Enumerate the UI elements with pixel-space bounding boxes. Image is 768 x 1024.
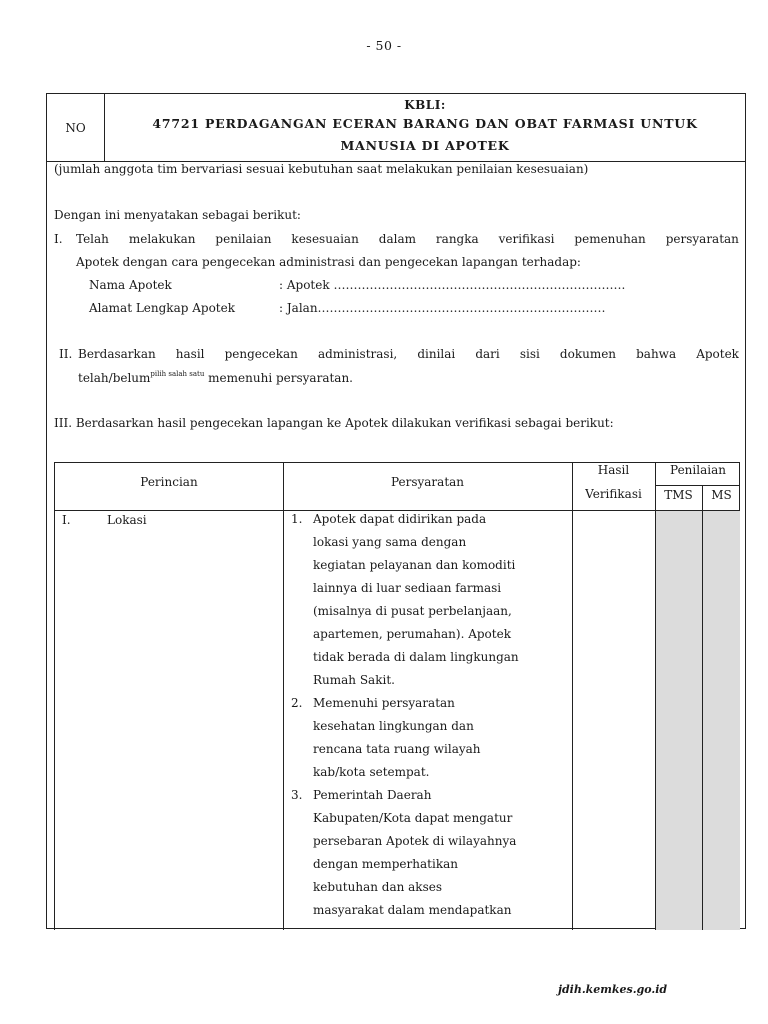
hasil-header: Hasil (597, 463, 630, 477)
perincian-header: Perincian (140, 475, 198, 489)
kbli-title-line1: 47721 PERDAGANGAN ECERAN BARANG DAN OBAT FARMASI UNTUK (152, 116, 698, 131)
verifikasi-header: Verifikasi (585, 487, 642, 501)
row-number: I. (62, 513, 71, 527)
requirement-line: Memenuhi persyaratan (313, 696, 455, 710)
requirement-text (313, 692, 571, 784)
form-frame (46, 93, 746, 929)
tms-shaded-cell (656, 511, 702, 930)
item1-line2: Apotek dengan cara pengecekan administrasi dan pengecekan lapangan terhadap: (76, 255, 581, 269)
kbli-title (105, 94, 745, 161)
penilaian-header: Penilaian (670, 463, 726, 477)
item2-word: dinilai (417, 347, 456, 361)
item1-word: rangka (435, 232, 479, 246)
requirement-line: Kabupaten/Kota dapat mengatur (313, 811, 513, 825)
item1-word: dalam (378, 232, 416, 246)
item2-word: sisi (519, 347, 540, 361)
item1-word: persyaratan (665, 232, 739, 246)
item1-line1 (76, 232, 739, 246)
verification-table (54, 462, 740, 930)
item2-word: administrasi, (317, 347, 398, 361)
requirement-text (313, 508, 571, 692)
pharmacy-name-field[interactable]: : Apotek ………………………………………………………………. (279, 278, 626, 292)
requirement-line: lokasi yang sama dengan (313, 535, 467, 549)
requirement-line: kesehatan lingkungan dan (313, 719, 474, 733)
requirement-line: lainnya di luar sediaan farmasi (313, 581, 502, 595)
requirement-line: masyarakat dalam mendapatkan (313, 903, 512, 917)
item2-word: dari (475, 347, 500, 361)
requirement-line: Apotek dapat didirikan pada (313, 512, 487, 526)
requirement-line: apartemen, perumahan). Apotek (313, 627, 511, 641)
item2-line1 (78, 347, 739, 361)
item2-word: dokumen (559, 347, 617, 361)
requirement-line: tidak berada di dalam lingkungan (313, 650, 519, 664)
item2-word: pengecekan (224, 347, 298, 361)
kbli-title-line2: MANUSIA DI APOTEK (340, 138, 510, 153)
requirement-line: persebaran Apotek di wilayahnya (313, 834, 517, 848)
item1-word: melakukan (128, 232, 196, 246)
requirement-number: 2. (291, 696, 303, 710)
requirement-line: kab/kota setempat. (313, 765, 430, 779)
intro-statement: Dengan ini menyatakan sebagai berikut: (54, 208, 301, 222)
requirement-line: rencana tata ruang wilayah (313, 742, 481, 756)
kbli-label: KBLI: (404, 98, 446, 112)
item2-word: Apotek (696, 347, 739, 361)
pharmacy-name-label: Nama Apotek (89, 278, 172, 292)
item3-statement: III. Berdasarkan hasil pengecekan lapangan ke Apotek dilakukan verifikasi sebagai berikut: (54, 416, 614, 430)
item2-word: hasil (175, 347, 205, 361)
requirement-text (313, 784, 571, 922)
requirement-number: 1. (291, 512, 303, 526)
pharmacy-address-field[interactable]: : Jalan……………………………………………………………… (279, 301, 606, 315)
requirement-item (291, 692, 571, 784)
requirement-item (291, 508, 571, 692)
item1-word: verifikasi (498, 232, 555, 246)
requirement-number: 3. (291, 788, 303, 802)
requirement-item (291, 784, 571, 922)
status-option: telah/belum (78, 371, 151, 385)
row-label-lokasi: Lokasi (107, 513, 147, 527)
page-number: - 50 - (366, 38, 402, 53)
requirement-line: kegiatan pelayanan dan komoditi (313, 558, 516, 572)
requirement-line: kebutuhan dan akses (313, 880, 442, 894)
table-header (47, 94, 745, 162)
requirement-line: dengan memperhatikan (313, 857, 458, 871)
requirement-line: Rumah Sakit. (313, 673, 395, 687)
item1-word: kesesuaian (291, 232, 359, 246)
footer-source: jdih.kemkes.go.id (558, 983, 668, 996)
item1-word: penilaian (215, 232, 272, 246)
tms-header: TMS (664, 488, 693, 502)
persyaratan-header: Persyaratan (390, 475, 465, 489)
requirement-line: (misalnya di pusat perbelanjaan, (313, 604, 512, 618)
item2-line2-tail: memenuhi persyaratan. (204, 371, 353, 385)
ms-header: MS (711, 488, 732, 502)
item1-word: pemenuhan (574, 232, 646, 246)
item1-number: I. (54, 232, 63, 246)
item2-word: bahwa (636, 347, 677, 361)
item2-line2 (78, 370, 353, 385)
no-column-header: NO (47, 94, 105, 161)
pharmacy-address-label: Alamat Lengkap Apotek (89, 301, 235, 315)
item1-word: Telah (76, 232, 109, 246)
requirement-line: Pemerintah Daerah (313, 788, 432, 802)
ms-shaded-cell (703, 511, 740, 930)
item2-word: Berdasarkan (78, 347, 156, 361)
team-note: (jumlah anggota tim bervariasi sesuai kebutuhan saat melakukan penilaian kesesuaian) (54, 162, 589, 176)
requirements-list (291, 508, 571, 922)
choose-one-note: pilih salah satu (150, 370, 205, 378)
item2-number: II. (59, 347, 73, 361)
